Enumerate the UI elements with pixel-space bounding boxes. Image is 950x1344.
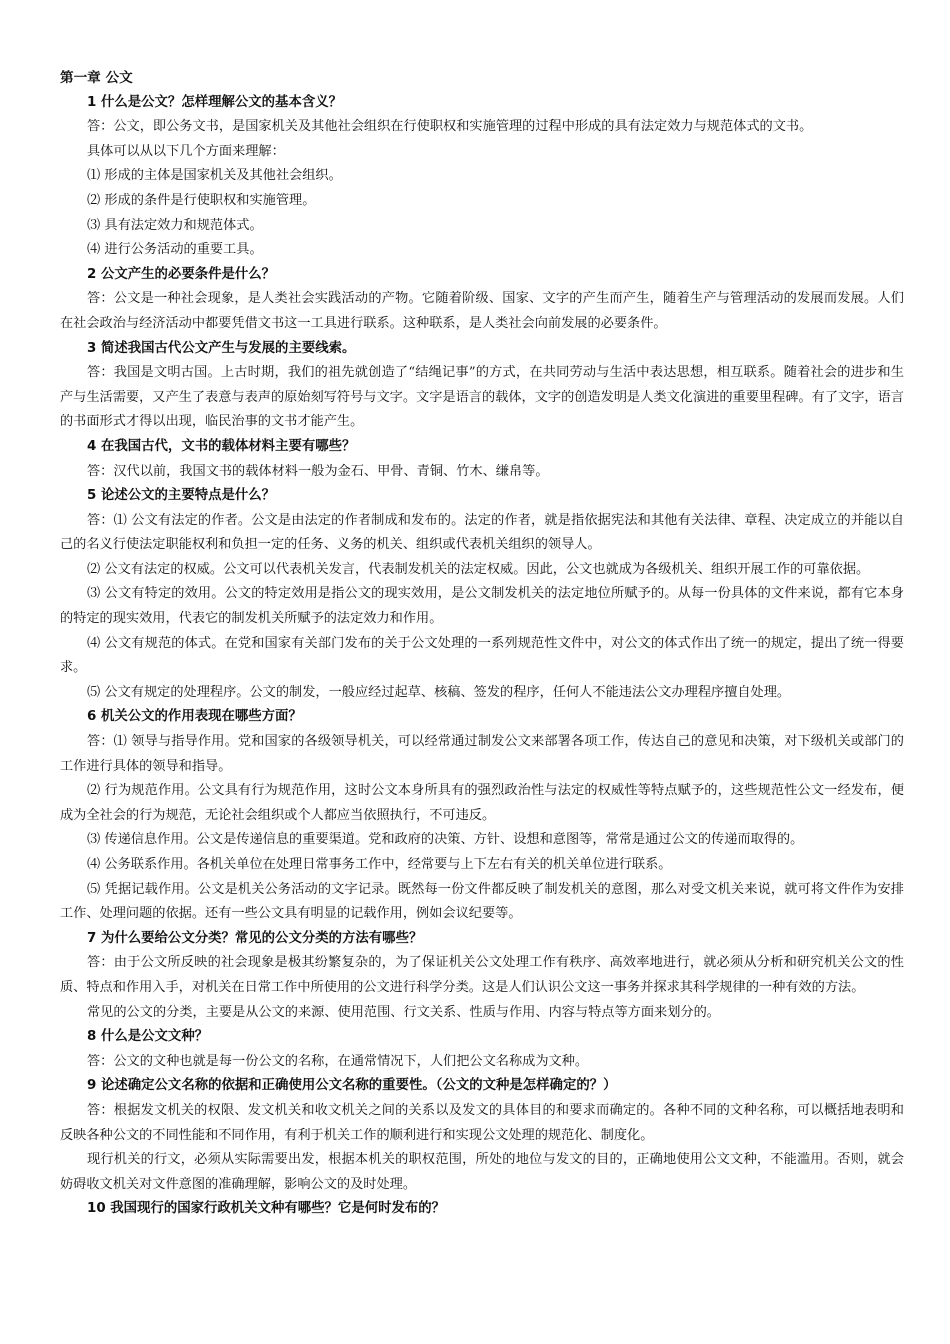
answer-paragraph: ⑶ 公文有特定的效用。公文的特定效用是指公文的现实效用，是公文制发机关的法定地位所赋予的。从每一份具体的文件来说，都有它本身的特定的现实效用，代表它的制发机关所赋予的法定效力和作用。 — [60, 586, 904, 627]
list-item: 具体可以从以下几个方面来理解： — [87, 143, 285, 159]
question-heading: 6 机关公文的作用表现在哪些方面？ — [87, 709, 302, 725]
answer-paragraph: 答：公文的文种也就是每一份公文的名称，在通常情况下，人们把公文名称成为文种。 — [87, 1053, 589, 1069]
list-item: ⑶ 具有法定效力和规范体式。 — [87, 217, 263, 233]
list-item: ⑴ 形成的主体是国家机关及其他社会组织。 — [87, 168, 342, 184]
question-heading: 2 公文产生的必要条件是什么？ — [87, 266, 276, 282]
answer-paragraph: 答：公文是一种社会现象，是人类社会实践活动的产物。它随着阶级、国家、文字的产生而产生，随着生产与管理活动的发展而发展。人们在社会政治与经济活动中都要凭借文书这一工具进行联系。这种联系，是人类社会向前发展的必要条件。 — [60, 291, 904, 331]
answer-paragraph: ⑵ 公文有法定的权威。公文可以代表机关发言，代表制发机关的法定权威。因此，公文也就成为各级机关、组织开展工作的可靠依据。 — [87, 561, 870, 577]
answer-paragraph: 答：由于公文所反映的社会现象是极其纷繁复杂的，为了保证机关公文处理工作有秩序、高效率地进行，就必须从分析和研究机关公文的性质、特点和作用入手，对机关在日常工作中所使用的公文进行科学分类。这是人们认识公文这一事务并探求其科学规律的一种有效的方法。 — [60, 955, 904, 995]
answer-paragraph: 答：根据发文机关的权限、发文机关和收文机关之间的关系以及发文的具体目的和要求而确定的。各种不同的文种名称，可以概括地表明和反映各种公文的不同性能和不同作用，有利于机关工作的顺利进行和实现公文处理的规范化、制度化。 — [60, 1102, 904, 1143]
answer-paragraph: 答：汉代以前，我国文书的载体材料一般为金石、甲骨、青铜、竹木、缣帛等。 — [87, 463, 549, 479]
question-heading: 1 什么是公文？怎样理解公文的基本含义？ — [87, 94, 343, 110]
answer-paragraph: ⑵ 行为规范作用。公文具有行为规范作用，这时公文本身所具有的强烈政治性与法定的权威性等特点赋予的，这些规范性公文一经发布，便成为全社会的行为规范，无论社会组织或个人都应当依照执行，不可违反。 — [60, 783, 904, 823]
question-heading: 5 论述公文的主要特点是什么？ — [87, 488, 276, 504]
answer-paragraph: 答：公文，即公务文书，是国家机关及其他社会组织在行使职权和实施管理的过程中形成的具有法定效力与规范体式的文书。 — [87, 119, 813, 135]
document-body — [60, 91, 904, 1222]
chapter-title: 第一章 公文 — [60, 70, 133, 86]
question-heading: 8 什么是公文文种？ — [87, 1029, 209, 1045]
answer-paragraph: ⑸ 公文有规定的处理程序。公文的制发，一般应经过起草、核稿、签发的程序，任何人不能违法公文办理程序擅自处理。 — [87, 684, 791, 700]
answer-paragraph: ⑶ 传递信息作用。公文是传递信息的重要渠道。党和政府的决策、方针、设想和意图等，常常是通过公文的传递而取得的。 — [87, 832, 804, 848]
question-heading: 3 简述我国古代公文产生与发展的主要线索。 — [87, 340, 356, 356]
list-item: ⑵ 形成的条件是行使职权和实施管理。 — [87, 192, 316, 208]
question-heading: 10 我国现行的国家行政机关文种有哪些？它是何时发布的？ — [87, 1201, 446, 1217]
question-heading: 9 论述确定公文名称的依据和正确使用公文名称的重要性。（公文的文种是怎样确定的？） — [87, 1078, 617, 1094]
answer-paragraph: ⑸ 凭据记载作用。公文是机关公务活动的文字记录。既然每一份文件都反映了制发机关的意图，那么对受文机关来说，就可将文件作为安排工作、处理问题的依据。还有一些公文具有明显的记载作用，例如会议纪要等。 — [60, 881, 904, 922]
answer-paragraph: ⑷ 公务联系作用。各机关单位在处理日常事务工作中，经常要与上下左右有关的机关单位进行联系。 — [87, 857, 672, 872]
answer-paragraph: 现行机关的行文，必须从实际需要出发，根据本机关的职权范围，所处的地位与发文的目的，正确地使用公文文种，不能滥用。否则，就会妨碍收文机关对文件意图的准确理解，影响公文的及时处理。 — [60, 1152, 904, 1192]
answer-paragraph: 常见的公文的分类，主要是从公文的来源、使用范围、行文关系、性质与作用、内容与特点等方面来划分的。 — [87, 1004, 720, 1020]
answer-paragraph: 答：⑴ 公文有法定的作者。公文是由法定的作者制成和发布的。法定的作者，就是指依据宪法和其他有关法律、章程、决定成立的并能以自己的名义行使法定职能权利和负担一定的任务、义务的机关、组织或代表机关组织的领导人。 — [60, 512, 904, 553]
answer-paragraph: 答：⑴ 领导与指导作用。党和国家的各级领导机关，可以经常通过制发公文来部署各项工作，传达自己的意见和决策，对下级机关或部门的工作进行具体的领导和指导。 — [60, 734, 904, 774]
question-heading: 4 在我国古代，文书的载体材料主要有哪些？ — [87, 438, 356, 454]
question-heading: 7 为什么要给公文分类？常见的公文分类的方法有哪些？ — [87, 930, 423, 946]
list-item: ⑷ 进行公务活动的重要工具。 — [87, 242, 263, 258]
answer-paragraph: 答：我国是文明古国。上古时期，我们的祖先就创造了“结绳记事”的方式，在共同劳动与生活中表达思想，相互联系。随着社会的进步和生产与生活需要，又产生了表意与表声的原始刻写符号与文字。文字是语言的载体，文字的创造发明是人类文化演进的重要里程碑。有了文字，语言的书面形式才得以出现，临民治事的文书才能产生。 — [60, 365, 904, 430]
answer-paragraph: ⑷ 公文有规范的体式。在党和国家有关部门发布的关于公文处理的一系列规范性文件中，对公文的体式作出了统一的规定，提出了统一得要求。 — [60, 635, 904, 676]
